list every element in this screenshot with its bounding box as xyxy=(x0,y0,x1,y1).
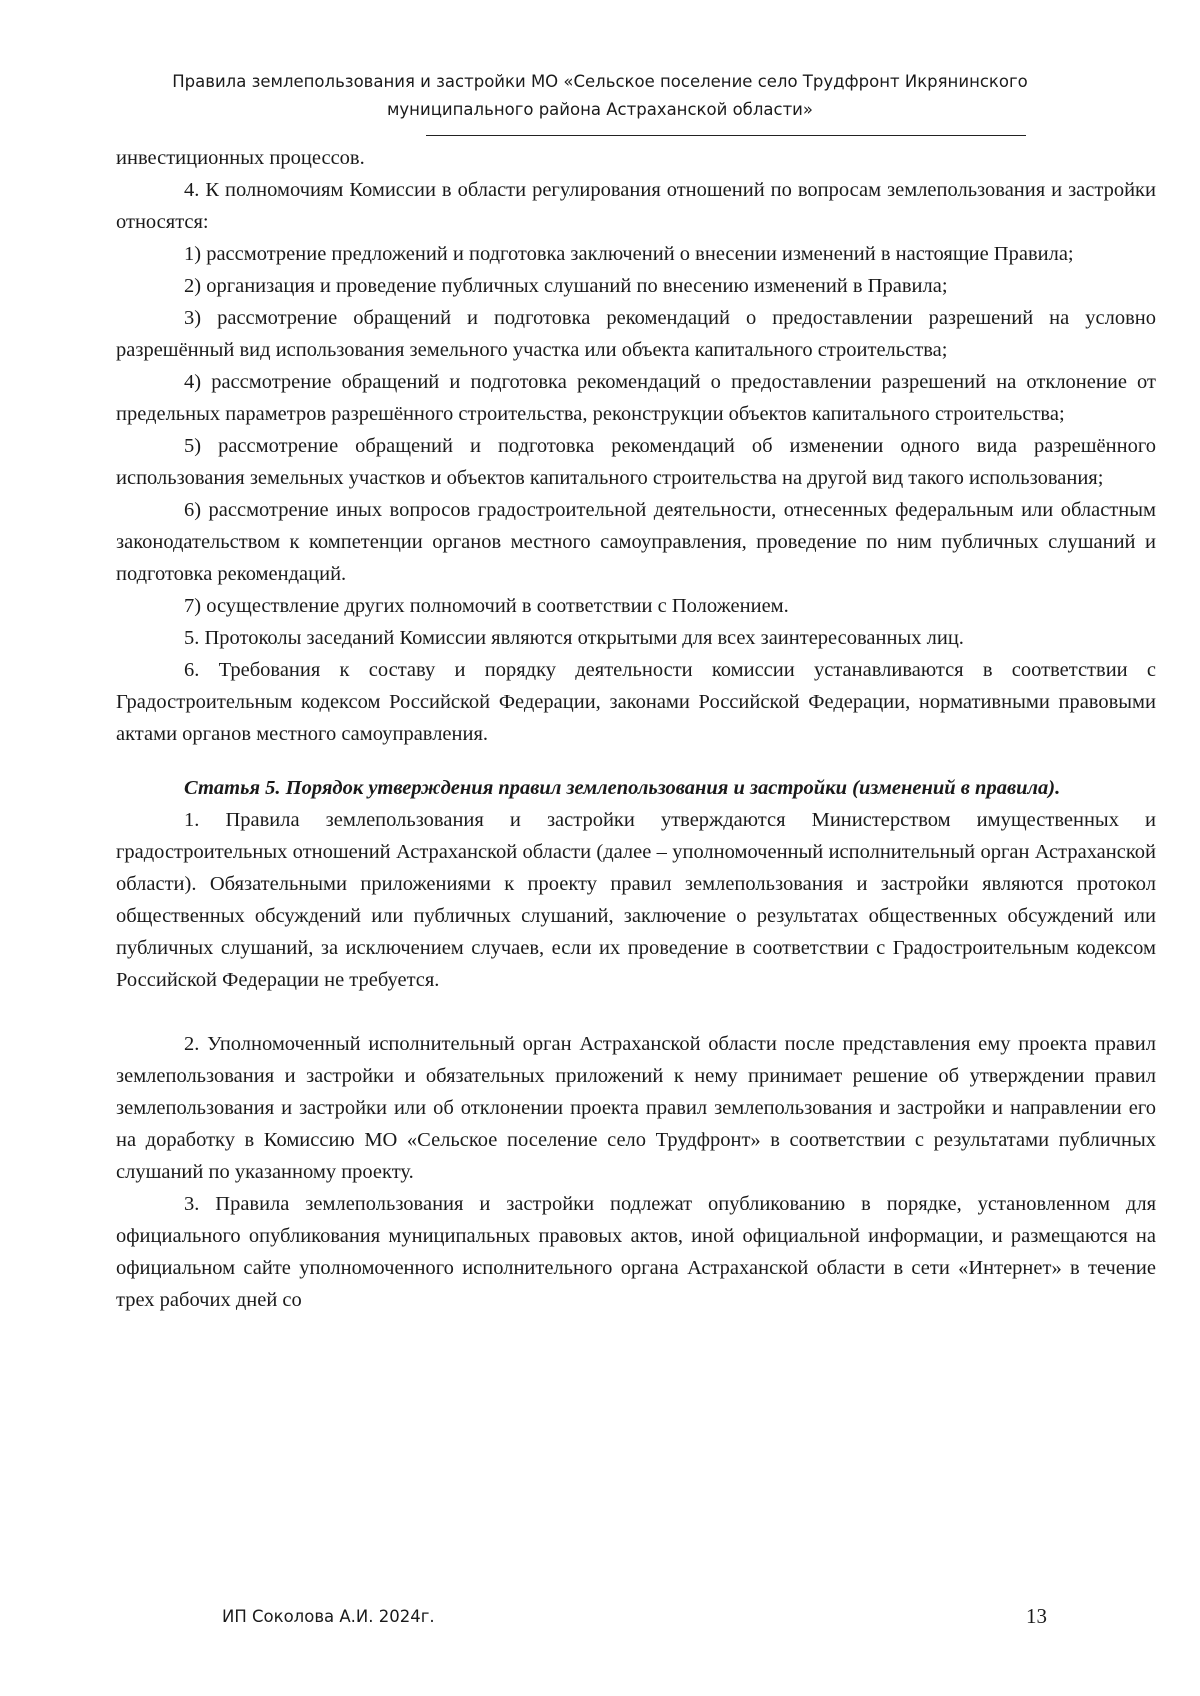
article-heading: Статья 5. Порядок утверждения правил землепользования и застройки (изменений в правила). xyxy=(184,777,1061,799)
list-item: 5) рассмотрение обращений и подготовка рекомендаций об изменении одного вида разрешённого использования земельных участков и объектов капитального строительства на другой вид такого использования; xyxy=(116,435,1156,489)
list-item: 7) осуществление других полномочий в соответствии с Положением. xyxy=(184,595,789,617)
paragraph: 5. Протоколы заседаний Комиссии являются открытыми для всех заинтересованных лиц. xyxy=(184,627,964,649)
list-item: 6) рассмотрение иных вопросов градостроительной деятельности, отнесенных федеральным или областным законодательством к компетенции органов местного самоуправления, проведение по ним публичных слушаний и подготовка рекомендаций. xyxy=(116,499,1156,585)
running-header xyxy=(150,68,1050,124)
footer-author: ИП Соколова А.И. 2024г. xyxy=(222,1607,435,1626)
header-divider xyxy=(426,135,1026,136)
list-item: 3) рассмотрение обращений и подготовка рекомендаций о предоставлении разрешений на условно разрешённый вид использования земельного участка или объекта капитального строительства; xyxy=(116,307,1156,361)
page-number: 13 xyxy=(1026,1604,1047,1628)
paragraph: инвестиционных процессов. xyxy=(116,147,365,169)
header-line-1: Правила землепользования и застройки МО «Сельское поселение село Трудфронт Икрянинского xyxy=(172,72,1028,91)
paragraph: 2. Уполномоченный исполнительный орган Астраханской области после представления ему проекта правил землепользования и застройки и обязательных приложений к нему принимает решение об утверждении правил землепользования и застройки или об отклонении проекта правил землепользования и застройки и направлении его на доработку в Комиссию МО «Сельское поселение село Трудфронт» в соответствии с результатами публичных слушаний по указанному проекту. xyxy=(116,1033,1156,1183)
list-item: 1) рассмотрение предложений и подготовка заключений о внесении изменений в настоящие Правила; xyxy=(184,243,1074,265)
paragraph: 3. Правила землепользования и застройки подлежат опубликованию в порядке, установленном для официального опубликования муниципальных правовых актов, иной официальной информации, и размещаются на официальном сайте уполномоченного исполнительного органа Астраханской области в сети «Интернет» в течение трех рабочих дней со xyxy=(116,1193,1156,1311)
list-item: 4) рассмотрение обращений и подготовка рекомендаций о предоставлении разрешений на отклонение от предельных параметров разрешённого строительства, реконструкции объектов капитального строительства; xyxy=(116,371,1156,425)
paragraph: 1. Правила землепользования и застройки утверждаются Министерством имущественных и градостроительных отношений Астраханской области (далее – уполномоченный исполнительный орган Астраханской области). Обязательными приложениями к проекту правил землепользования и застройки являются протокол общественных обсуждений или публичных слушаний, заключение о результатах общественных обсуждений или публичных слушаний, за исключением случаев, если их проведение в соответствии с Градостроительным кодексом Российской Федерации не требуется. xyxy=(116,809,1156,991)
list-item: 2) организация и проведение публичных слушаний по внесению изменений в Правила; xyxy=(184,275,948,297)
paragraph: 4. К полномочиям Комиссии в области регулирования отношений по вопросам землепользования и застройки относятся: xyxy=(116,179,1156,233)
header-line-2: муниципального района Астраханской области» xyxy=(386,100,814,119)
document-body xyxy=(116,142,1156,1316)
spacer xyxy=(116,996,1156,1028)
paragraph: 6. Требования к составу и порядку деятельности комиссии устанавливаются в соответствии с Градостроительным кодексом Российской Федерации, законами Российской Федерации, нормативными правовыми актами органов местного самоуправления. xyxy=(116,659,1156,745)
